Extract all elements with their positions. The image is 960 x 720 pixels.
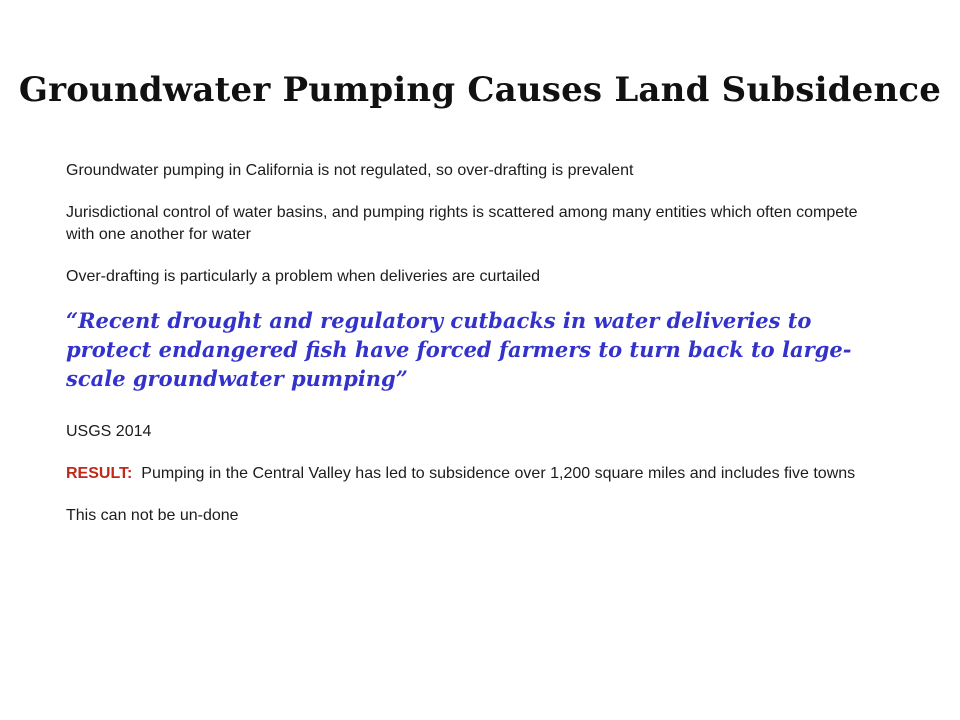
paragraph-overdrafting: Over-drafting is particularly a problem when deliveries are curtailed (66, 268, 540, 285)
result-label: RESULT: (66, 465, 133, 482)
quote-source: USGS 2014 (66, 423, 152, 440)
result-statement (66, 463, 866, 485)
paragraph-regulation: Groundwater pumping in California is not regulated, so over-drafting is prevalent (66, 162, 634, 179)
slide-title: Groundwater Pumping Causes Land Subsidence (18, 70, 942, 110)
result-text: Pumping in the Central Valley has led to subsidence over 1,200 square miles and includes five towns (132, 465, 856, 482)
paragraph-jurisdiction: Jurisdictional control of water basins, and pumping rights is scattered among many entities which often compete with one another for water (66, 204, 858, 243)
final-statement: This can not be un-done (66, 507, 239, 524)
usgs-quote: “Recent drought and regulatory cutbacks in water deliveries to protect endangered fish have forced farmers to turn back to large-scale groundwater pumping” (66, 308, 852, 391)
slide-body (66, 160, 866, 527)
